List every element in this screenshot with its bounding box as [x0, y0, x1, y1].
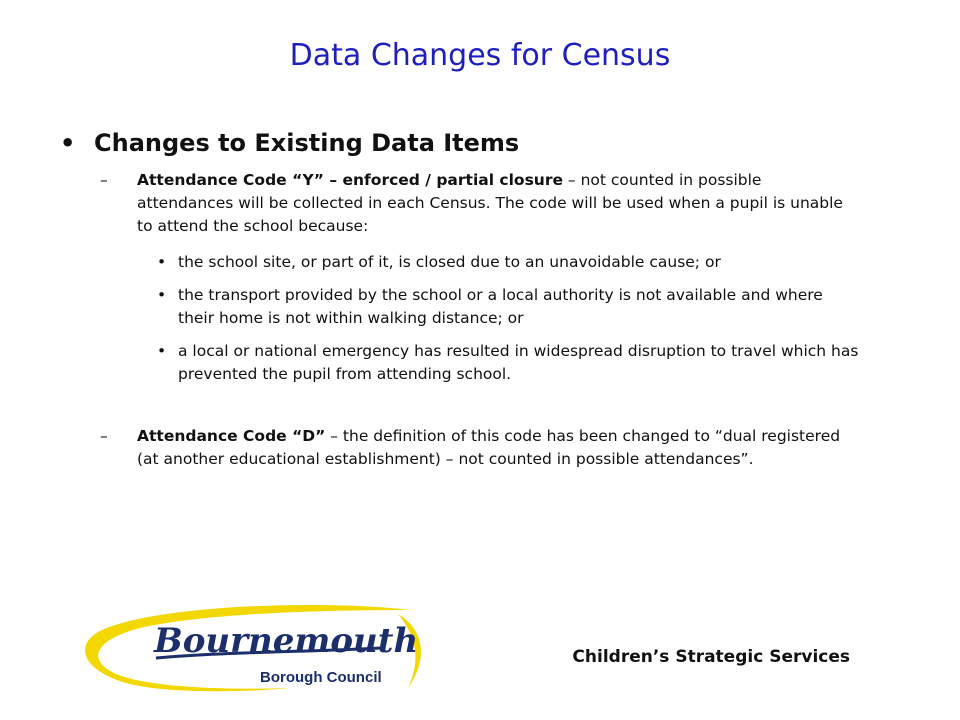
list-item: [157, 340, 862, 386]
heading-bullet: •: [60, 129, 76, 157]
section-heading: [60, 125, 900, 161]
attendance-code-y-item: [100, 169, 860, 238]
heading-text: Changes to Existing Data Items: [94, 129, 520, 157]
item-text: – not counted in possible attendances will be collected in each Census. The code will be used when a pupil is unable to attend the school because:: [137, 171, 843, 235]
list-bullet: •: [157, 286, 167, 304]
logo-wordmark: Bournemouth: [154, 621, 419, 661]
slide-title: Data Changes for Census: [289, 38, 671, 73]
list-bullet: •: [157, 342, 167, 360]
closure-reasons-list: [157, 251, 862, 396]
item-dash: –: [100, 171, 108, 189]
item-body: [137, 425, 860, 471]
list-item-text: the transport provided by the school or a local authority is not available and where their home is not within walking distance; or: [178, 286, 823, 327]
item-bold-text: Attendance Code “Y” – enforced / partial closure: [137, 171, 563, 189]
list-item-text: a local or national emergency has resulted in widespread disruption to travel which has prevented the pupil from attending school.: [178, 342, 859, 383]
list-item: [157, 284, 862, 330]
item-dash: –: [100, 427, 108, 445]
attendance-code-d-item: [100, 425, 860, 471]
logo-subtext: Borough Council: [260, 669, 382, 686]
bournemouth-logo: [80, 600, 430, 696]
item-text: – the definition of this code has been changed to “dual registered (at another educational establishment) – not counted in possible attendances”.: [137, 427, 841, 468]
item-body: [137, 169, 860, 238]
list-bullet: •: [157, 253, 167, 271]
item-bold-text: Attendance Code “D”: [137, 427, 326, 445]
department-name: Children’s Strategic Services: [572, 647, 850, 667]
list-item: [157, 251, 862, 274]
list-item-text: the school site, or part of it, is closed due to an unavoidable cause; or: [178, 253, 721, 271]
